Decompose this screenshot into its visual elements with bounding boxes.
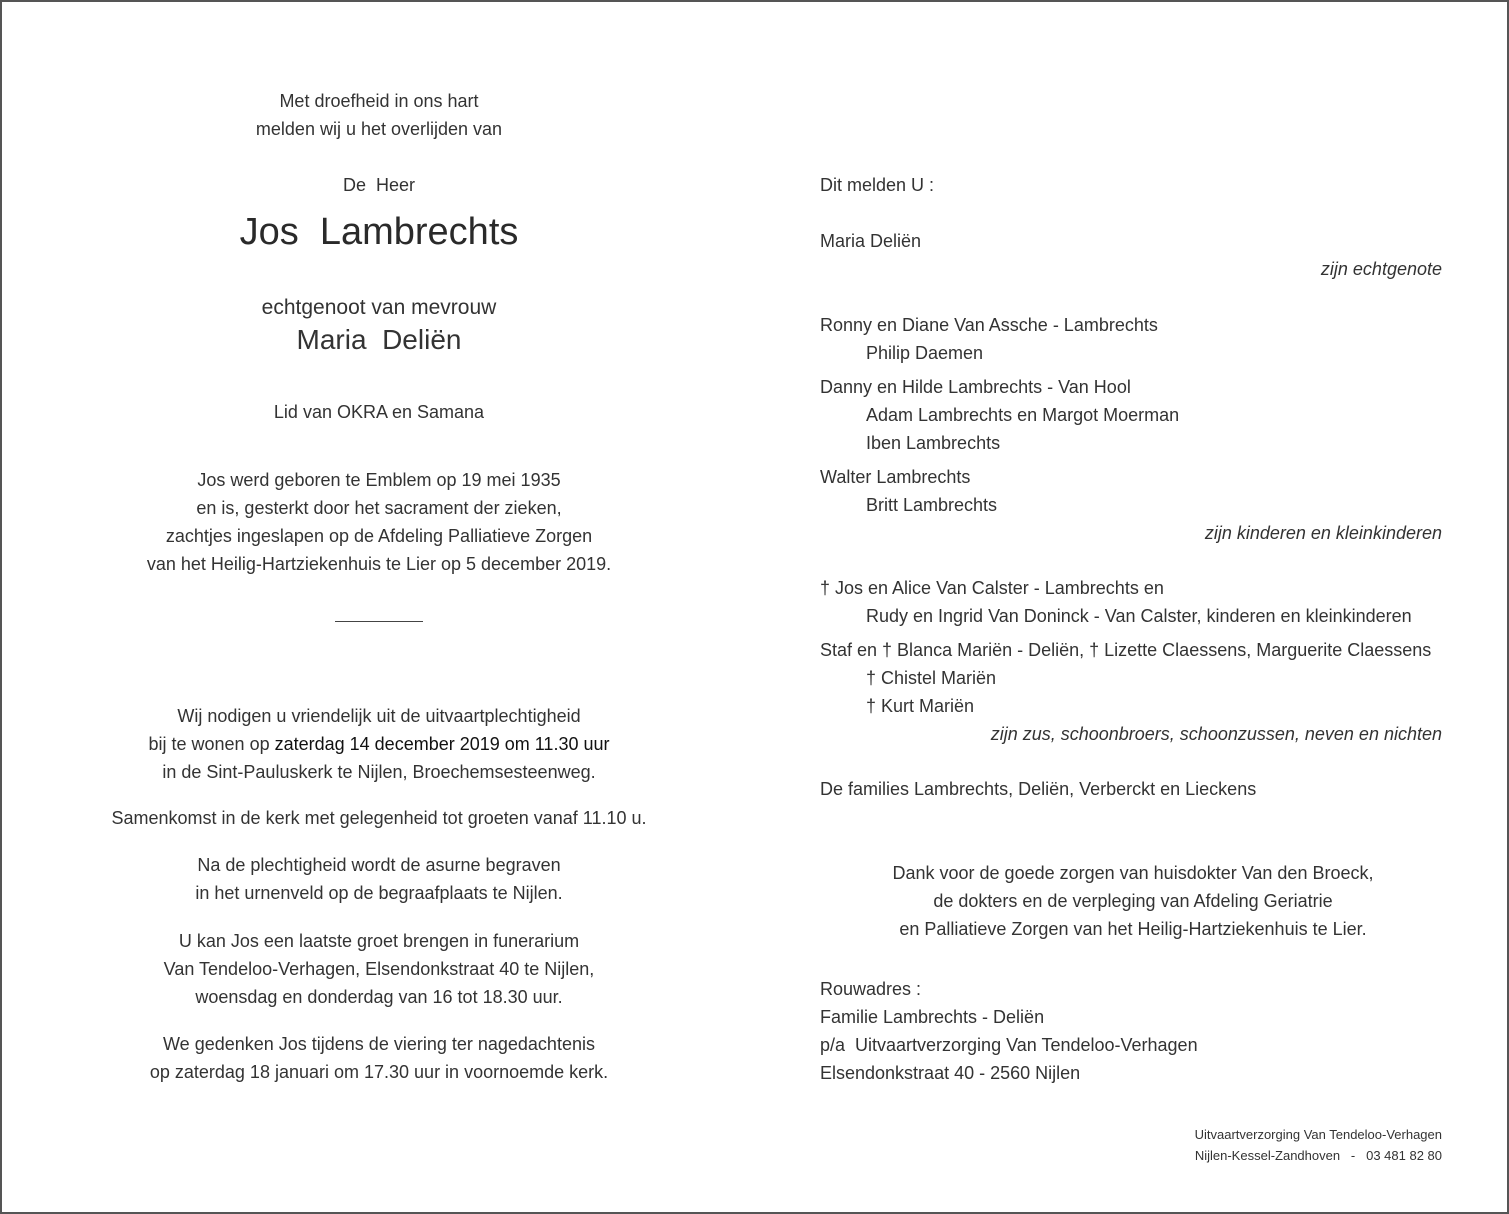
invite-line-3: in de Sint-Pauluskerk te Nijlen, Broechemsesteenweg. (162, 762, 596, 782)
grandchild-3: Iben Lambrechts (866, 433, 1001, 453)
visitation-line-1: U kan Jos een laatste groet brengen in funerarium (178, 931, 580, 951)
child-family-2: Danny en Hilde Lambrechts - Van Hool (820, 377, 1131, 397)
sibling-line-4: † Chistel Mariën (866, 668, 997, 688)
spouse-intro: echtgenoot van mevrouw (261, 296, 497, 319)
siblings-role: zijn zus, schoonbroers, schoonzussen, neven en nichten (990, 724, 1442, 744)
burial-line-2: in het urnenveld op de begraafplaats te Nijlen. (195, 883, 563, 903)
memorial-line-2: op zaterdag 18 januari om 17.30 uur in voornoemde kerk. (149, 1062, 609, 1082)
bio-line-2: en is, gesterkt door het sacrament der zieken, (196, 498, 562, 518)
sibling-line-2: Rudy en Ingrid Van Doninck - Van Calster, kinderen en kleinkinderen (866, 606, 1412, 626)
thanks-line-1: Dank voor de goede zorgen van huisdokter Van den Broeck, (892, 863, 1374, 883)
thanks-line-2: de dokters en de verpleging van Afdeling Geriatrie (933, 891, 1333, 911)
undertaker-name: Uitvaartverzorging Van Tendeloo-Verhagen (1194, 1127, 1442, 1142)
intro-line-1: Met droefheid in ons hart (279, 91, 479, 111)
address-line-2: p/a Uitvaartverzorging Van Tendeloo-Verhagen (820, 1035, 1198, 1055)
funeral-datetime: zaterdag 14 december 2019 om 11.30 uur (274, 734, 610, 754)
bio-line-3: zachtjes ingeslapen op de Afdeling Palliatieve Zorgen (165, 526, 593, 546)
sibling-line-3: Staf en † Blanca Mariën - Deliën, † Lizette Claessens, Marguerite Claessens (820, 640, 1432, 660)
honorific: De Heer (342, 175, 416, 195)
bio-line-1: Jos werd geboren te Emblem op 19 mei 1935 (197, 470, 561, 490)
deceased-name: Jos Lambrechts (239, 211, 519, 253)
wife-role: zijn echtgenote (1320, 259, 1442, 279)
membership: Lid van OKRA en Samana (273, 402, 485, 422)
address-line-3: Elsendonkstraat 40 - 2560 Nijlen (820, 1063, 1081, 1083)
invite-line-1: Wij nodigen u vriendelijk uit de uitvaartplechtigheid (177, 706, 581, 726)
grandchild-1: Philip Daemen (866, 343, 984, 363)
invite-line-2-text: bij te wonen op (148, 734, 275, 754)
grandchild-4: Britt Lambrechts (866, 495, 998, 515)
memorial-line-1: We gedenken Jos tijdens de viering ter nagedachtenis (163, 1034, 595, 1054)
wife-name: Maria Deliën (820, 231, 922, 251)
announce-heading: Dit melden U : (820, 175, 935, 195)
gathering: Samenkomst in de kerk met gelegenheid tot groeten vanaf 11.10 u. (111, 808, 647, 828)
intro-line-2: melden wij u het overlijden van (255, 119, 503, 139)
families: De families Lambrechts, Deliën, Verberckt en Lieckens (820, 779, 1257, 799)
invite-line-2 (79, 733, 679, 755)
address-line-1: Familie Lambrechts - Deliën (820, 1007, 1045, 1027)
spouse-name: Maria Deliën (296, 324, 462, 355)
divider (335, 621, 423, 622)
address-heading: Rouwadres : (820, 979, 922, 999)
visitation-line-3: woensdag en donderdag van 16 tot 18.30 uur. (195, 987, 563, 1007)
visitation-line-2: Van Tendeloo-Verhagen, Elsendonkstraat 40 te Nijlen, (163, 959, 595, 979)
child-family-1: Ronny en Diane Van Assche - Lambrechts (820, 315, 1158, 335)
bio-line-4: van het Heilig-Hartziekenhuis te Lier op 5 december 2019. (146, 554, 612, 574)
sibling-line-5: † Kurt Mariën (866, 696, 975, 716)
children-role: zijn kinderen en kleinkinderen (1204, 523, 1442, 543)
thanks-line-3: en Palliatieve Zorgen van het Heilig-Hartziekenhuis te Lier. (899, 919, 1367, 939)
undertaker-contact: Nijlen-Kessel-Zandhoven - 03 481 82 80 (1194, 1148, 1442, 1163)
child-family-3: Walter Lambrechts (820, 467, 971, 487)
grandchild-2: Adam Lambrechts en Margot Moerman (866, 405, 1180, 425)
burial-line-1: Na de plechtigheid wordt de asurne begraven (197, 855, 561, 875)
sibling-line-1: † Jos en Alice Van Calster - Lambrechts en (820, 578, 1164, 598)
